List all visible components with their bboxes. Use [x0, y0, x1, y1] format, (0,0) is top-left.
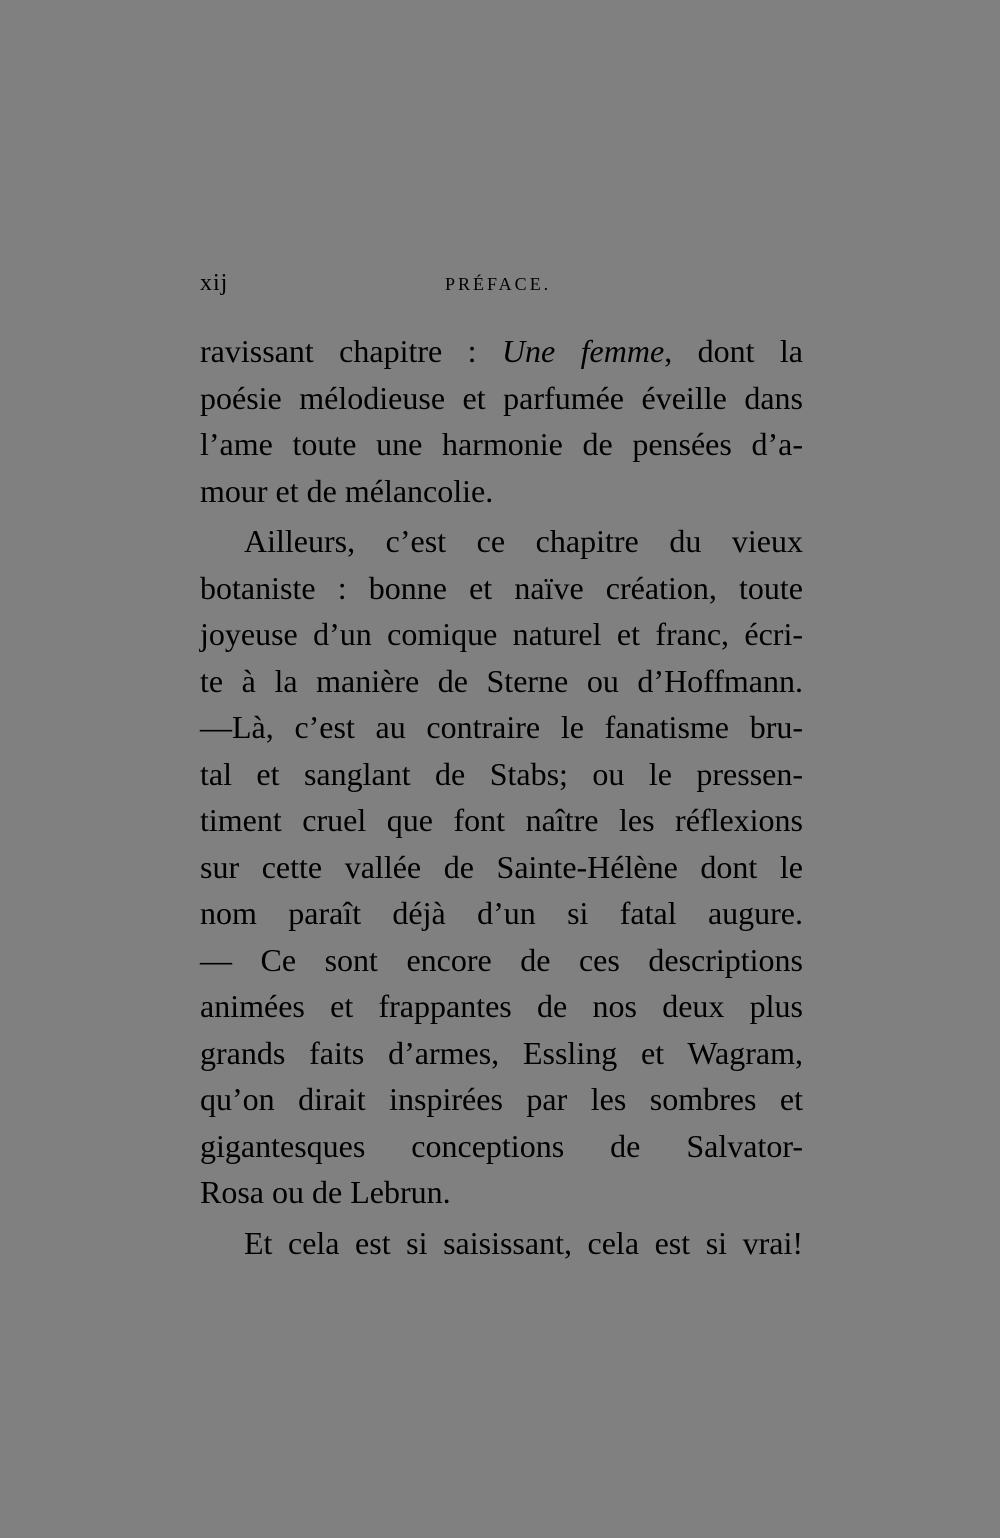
- text-line: nom paraît déjà d’un si fatal augure.: [200, 895, 803, 931]
- body-text: [200, 328, 803, 1266]
- text-line: mour et de mélancolie.: [200, 472, 494, 509]
- page-number: xij: [200, 270, 229, 296]
- running-title: PRÉFACE.: [445, 274, 552, 294]
- italic-title: Une femme: [501, 333, 665, 369]
- text-line: te à la manière de Sterne ou d’Hoffmann.: [200, 662, 803, 699]
- text-line: gigantesques conceptions de Salvator-: [200, 1127, 803, 1164]
- text-line: joyeuse d’un comique naturel et franc, écri-: [200, 616, 803, 652]
- text-line: tal et sanglant de Stabs; ou le pressen-: [200, 755, 803, 792]
- text-line: botaniste : bonne et naïve création, toute: [200, 569, 803, 606]
- text-line: animées et frappantes de nos deux plus: [200, 988, 803, 1024]
- text-line: qu’on dirait inspirées par les sombres et: [200, 1081, 803, 1117]
- text-line: Et cela est si saisissant, cela est si vrai!: [244, 1224, 803, 1261]
- text-line: timent cruel que font naître les réflexions: [200, 802, 803, 838]
- text-segment: , dont la: [664, 333, 804, 369]
- text-line: sur cette vallée de Sainte-Hélène dont le: [200, 848, 803, 885]
- text-line: — Ce sont encore de ces descriptions: [200, 941, 803, 978]
- text-line: grands faits d’armes, Essling et Wagram,: [200, 1034, 803, 1071]
- running-head: [200, 270, 800, 306]
- text-line: —Là, c’est au contraire le fanatisme bru-: [200, 709, 803, 745]
- text-line: l’ame toute une harmonie de pensées d’a-: [200, 426, 803, 462]
- text-line: Rosa ou de Lebrun.: [200, 1174, 451, 1210]
- text-segment: ravissant chapitre :: [200, 333, 502, 369]
- text-line: poésie mélodieuse et parfumée éveille dans: [200, 379, 803, 416]
- text-line: [200, 328, 803, 375]
- text-line: Ailleurs, c’est ce chapitre du vieux: [244, 523, 803, 559]
